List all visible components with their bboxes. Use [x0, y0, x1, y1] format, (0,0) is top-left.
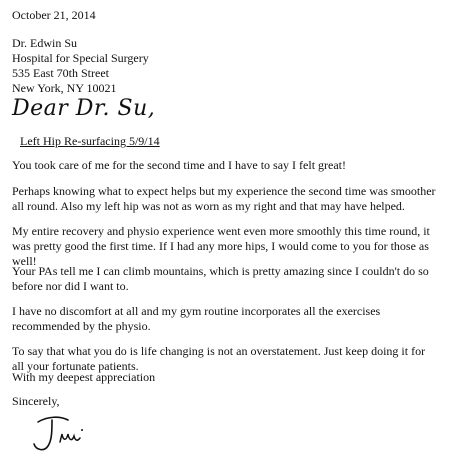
paragraph-3: My entire recovery and physio experience went even more smoothly this time round, it was pretty good the first time. If I had any more hips, I would come to you for those as well!	[12, 224, 430, 268]
handwritten-salutation: Dear Dr. Su,	[12, 96, 156, 121]
paragraph-6: To say that what you do is life changing is not an overstatement. Just keep doing it for all your fortunate patients.	[12, 344, 426, 373]
recipient-city: New York, NY 10021	[12, 81, 117, 95]
paragraph-4: Your PAs tell me I can climb mountains, which is pretty amazing since I couldn't do so before nor did I want to.	[12, 264, 429, 293]
closing-line: With my deepest appreciation	[12, 370, 156, 384]
paragraph-1: You took care of me for the second time and I have to say I felt great!	[12, 158, 347, 172]
handwritten-signature	[30, 412, 90, 456]
signoff: Sincerely,	[12, 394, 60, 408]
subject-line: Left Hip Re-surfacing 5/9/14	[20, 134, 160, 148]
recipient-address	[12, 36, 149, 96]
recipient-organization: Hospital for Special Surgery	[12, 51, 149, 65]
paragraph-5: I have no discomfort at all and my gym routine incorporates all the exercises recommended by the physio.	[12, 304, 381, 333]
recipient-street: 535 East 70th Street	[12, 66, 109, 80]
paragraph-2: Perhaps knowing what to expect helps but my experience the second time was smoother all round. Also my left hip was not as worn as my right and that may have helped.	[12, 184, 436, 213]
recipient-name: Dr. Edwin Su	[12, 36, 78, 50]
letter-date: October 21, 2014	[12, 8, 96, 22]
